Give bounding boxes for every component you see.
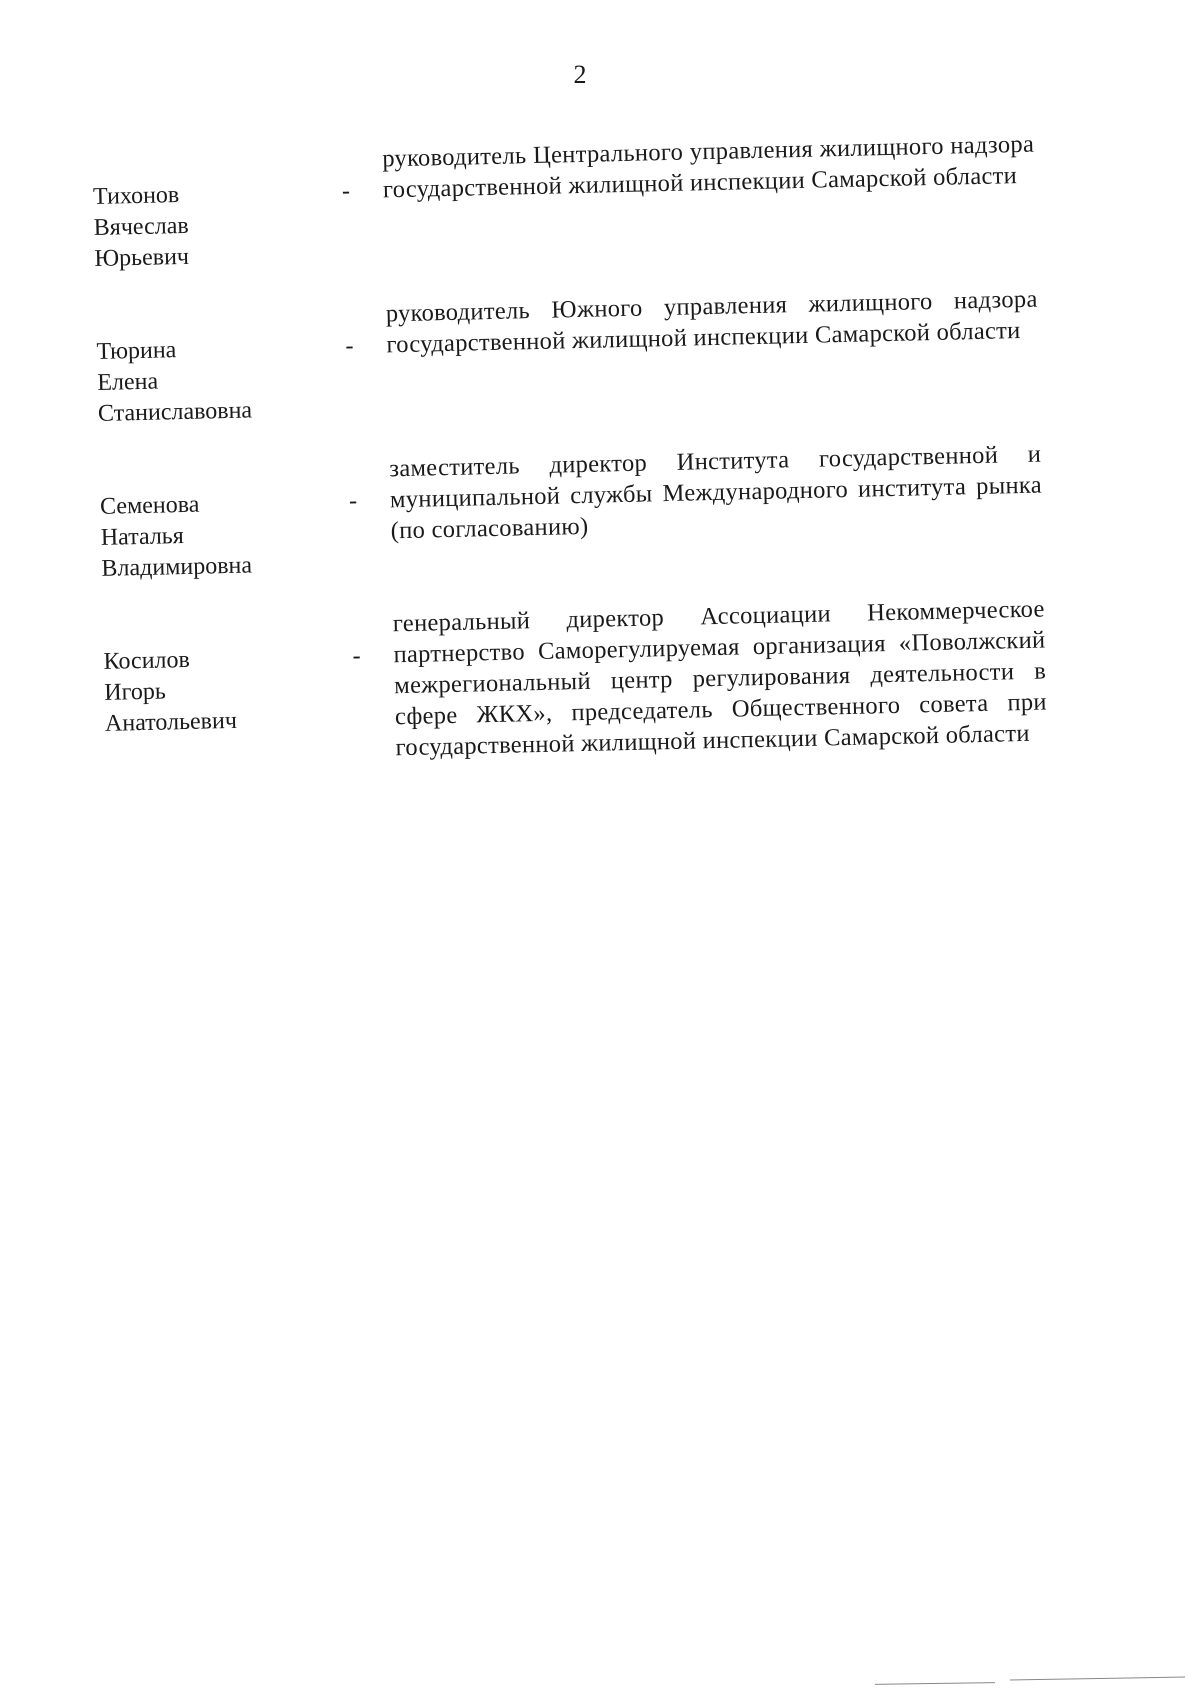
separator-dash: - [345,333,354,360]
members-list [92,128,1096,800]
member-name [96,300,329,430]
scan-artifact-line [1010,1676,1185,1680]
member-first-name: Елена [96,368,159,396]
separator-dash: - [341,178,351,205]
member-role: руководитель Южного управления жилищного надзора государственной жилищной инспекции Самарской области [385,285,1038,359]
member-name [92,145,325,275]
member-surname: Тюрина [96,337,177,365]
member-surname: Семенова [99,491,200,520]
member-patronymic: Владимировна [101,552,253,582]
member-entry [103,592,1096,769]
member-first-name: Наталья [100,523,185,551]
member-patronymic: Анатольевич [104,707,238,737]
member-patronymic: Станиславовна [97,397,253,427]
member-first-name: Вячеслав [93,212,190,241]
member-surname: Косилов [103,646,191,675]
member-role: генеральный директор Ассоциации Некоммерческое партнерство Саморегулируемая организация «Поволжский межрегиональный центр регулирования деятельности в сфере ЖКХ», председатель Общественного совета при государственной жилищной инспекции Самарской области [392,595,1048,762]
member-patronymic: Юрьевич [94,243,190,272]
member-entry [92,128,1085,275]
page-number: 2 [573,60,587,89]
member-surname: Тихонов [92,182,180,210]
member-name [99,455,332,585]
member-entry [99,437,1092,584]
separator-dash: - [352,643,361,670]
member-role: заместитель директор Института государственной и муниципальной службы Международного института рынка (по согласованию) [389,440,1043,545]
member-entry [96,282,1089,429]
member-role: руководитель Центрального управления жилищного надзора государственной жилищной инспекции Самарской области [381,130,1035,204]
member-name [103,610,336,740]
separator-dash: - [348,488,358,515]
scan-artifact-line [875,1682,995,1685]
member-first-name: Игорь [104,678,167,706]
